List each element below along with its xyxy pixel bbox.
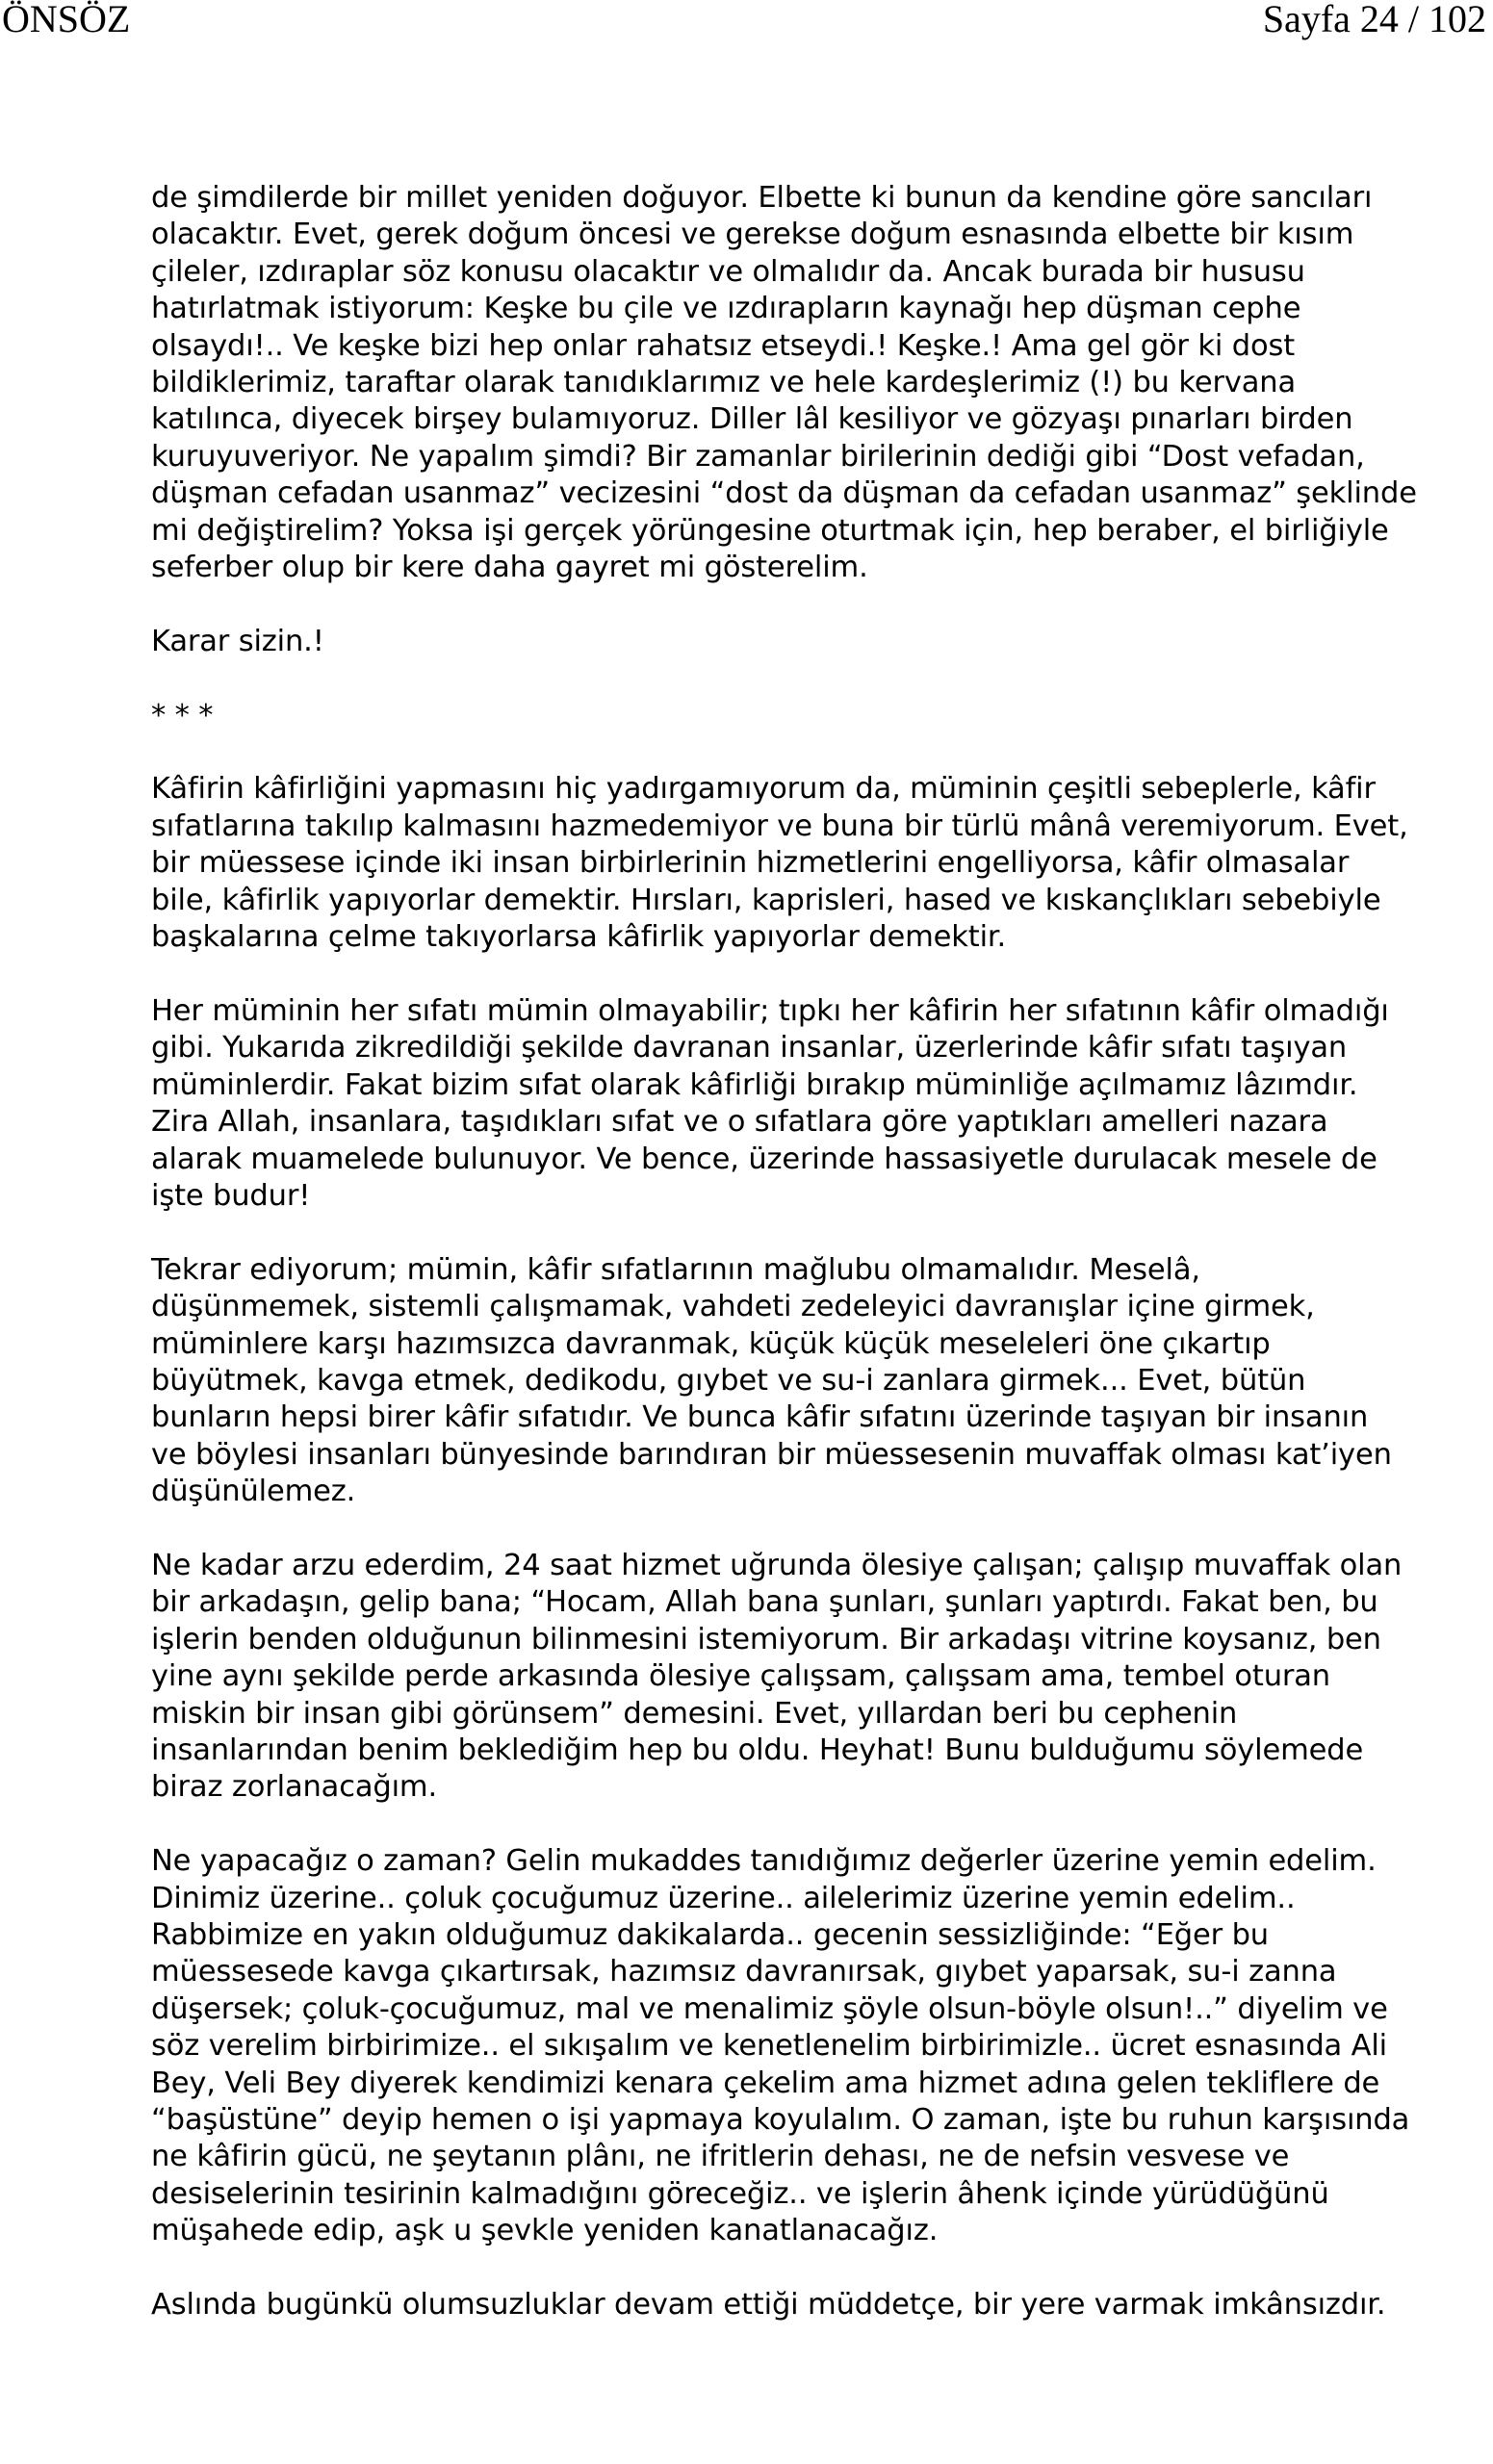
text-line: başkalarına çelme takıyorlarsa kâfirlik yapıyorlar demektir. bbox=[151, 920, 1007, 955]
text-line: bildiklerimiz, taraftar olarak tanıdıklarımız ve hele kardeşlerimiz (!) bu kervana bbox=[151, 366, 1296, 400]
text-line: olsaydı!.. Ve keşke bizi hep onlar rahatsız etseydi.! Keşke.! Ama gel gör ki dost bbox=[151, 328, 1295, 363]
text-line: müşahede edip, aşk u şevkle yeniden kanatlanacağız. bbox=[151, 2214, 939, 2248]
text-line: seferber olup bir kere daha gayret mi gösterelim. bbox=[151, 551, 868, 585]
paragraph bbox=[151, 993, 1460, 1215]
text-line: düşünmemek, sistemli çalışmamak, vahdeti zedeleyici davranışlar içine girmek, bbox=[151, 1290, 1315, 1324]
section-title: ÖNSÖZ bbox=[2, 0, 131, 40]
text-line: bir müessese içinde iki insan birbirlerinin hizmetlerini engelliyorsa, kâfir olmasalar bbox=[151, 846, 1350, 881]
text-line: biraz zorlanacağım. bbox=[151, 1770, 438, 1805]
text-line: * * * bbox=[151, 698, 214, 732]
text-line: Bey, Veli Bey diyerek kendimizi kenara çekelim ama hizmet adına gelen tekliflere de bbox=[151, 2066, 1380, 2100]
text-line: müminlere karşı hazımsızca davranmak, küçük küçük meseleleri öne çıkartıp bbox=[151, 1326, 1271, 1361]
paragraph bbox=[151, 180, 1460, 586]
text-line: bir arkadaşın, gelip bana; “Hocam, Allah bana şunları, şunları yaptırdı. Fakat ben, bu bbox=[151, 1585, 1378, 1620]
text-line: Tekrar ediyorum; mümin, kâfir sıfatlarının mağlubu olmamalıdır. Meselâ, bbox=[151, 1252, 1200, 1287]
text-line: Ne yapacağız o zaman? Gelin mukaddes tanıdığımız değerler üzerine yemin edelim. bbox=[151, 1844, 1377, 1879]
text-line: Aslında bugünkü olumsuzluklar devam ettiği müddetçe, bir yere varmak imkânsızdır. bbox=[151, 2288, 1386, 2323]
text-line: miskin bir insan gibi görünsem” demesini. Evet, yıllardan beri bu cephenin bbox=[151, 1696, 1238, 1731]
paragraph bbox=[151, 1548, 1460, 1807]
text-line: sıfatlarına takılıp kalmasını hazmedemiyor ve buna bir türlü mânâ veremiyorum. Evet, bbox=[151, 808, 1408, 843]
text-line: “başüstüne” deyip hemen o işi yapmaya koyulalım. O zaman, işte bu ruhun karşısında bbox=[151, 2103, 1410, 2138]
text-line: insanlarından benim beklediğim hep bu oldu. Heyhat! Bunu bulduğumu söylemede bbox=[151, 1732, 1364, 1767]
paragraph bbox=[151, 1252, 1460, 1511]
paragraph bbox=[151, 1843, 1460, 2249]
text-line: gibi. Yukarıda zikredildiği şekilde davranan insanlar, üzerlerinde kâfir sıfatı taşıyan bbox=[151, 1031, 1348, 1065]
text-line: desiselerinin tesirinin kalmadığını göreceğiz.. ve işlerin âhenk içinde yürüdüğünü bbox=[151, 2176, 1329, 2211]
text-line: işlerin benden olduğunun bilinmesini istemiyorum. Bir arkadaşı vitrine koysanız, ben bbox=[151, 1622, 1381, 1656]
text-line: Kâfirin kâfirliğini yapmasını hiç yadırgamıyorum da, müminin çeşitli sebeplerle, kâfir bbox=[151, 772, 1376, 807]
text-line: müessesede kavga çıkartırsak, hazımsız davranırsak, gıybet yaparsak, su-i zanna bbox=[151, 1955, 1337, 1989]
text-line: kuruyuveriyor. Ne yapalım şimdi? Bir zamanlar birilerinin dediği gibi “Dost vefadan, bbox=[151, 439, 1365, 474]
text-line: Karar sizin.! bbox=[151, 624, 324, 658]
text-line: hatırlatmak istiyorum: Keşke bu çile ve ızdırapların kaynağı hep düşman cephe bbox=[151, 292, 1301, 326]
text-line: çileler, ızdıraplar söz konusu olacaktır ve olmalıdır da. Ancak burada bir hususu bbox=[151, 254, 1305, 289]
text-line: de şimdilerde bir millet yeniden doğuyor. Elbette ki bunun da kendine göre sancıları bbox=[151, 181, 1373, 215]
text-line: bunların hepsi birer kâfir sıfatıdır. Ve bunca kâfir sıfatını üzerinde taşıyan bir insanın bbox=[151, 1400, 1369, 1435]
text-line: yine aynı şekilde perde arkasında ölesiye çalışsam, çalışsam ama, tembel oturan bbox=[151, 1659, 1330, 1694]
paragraph bbox=[151, 771, 1460, 956]
text-line: olacaktır. Evet, gerek doğum öncesi ve gerekse doğum esnasında elbette bir kısım bbox=[151, 218, 1354, 252]
text-line: Zira Allah, insanlara, taşıdıkları sıfat ve o sıfatlara göre yaptıkları amelleri nazara bbox=[151, 1105, 1328, 1140]
text-line: düşman cefadan usanmaz” vecizesini “dost da düşman da cefadan usanmaz” şeklinde bbox=[151, 476, 1417, 511]
text-line: düşersek; çoluk-çocuğumuz, mal ve menalimiz şöyle olsun-böyle olsun!..” diyelim ve bbox=[151, 1991, 1388, 2026]
text-line: bile, kâfirlik yapıyorlar demektir. Hırsları, kaprisleri, hased ve kıskançlıkları sebebiyle bbox=[151, 883, 1381, 917]
text-line: söz verelim birbirimize.. el sıkışalım ve kenetlenelim birbirimizle.. ücret esnasında Ali bbox=[151, 2029, 1387, 2064]
text-line: katılınca, diyecek birşey bulamıyoruz. Diller lâl kesiliyor ve gözyaşı pınarları birden bbox=[151, 402, 1353, 437]
text-line: ve böylesi insanları bünyesinde barındıran bir müessesenin muvaffak olması kat’iyen bbox=[151, 1437, 1392, 1472]
paragraph bbox=[151, 2287, 1460, 2323]
text-line: ne kâfirin gücü, ne şeytanın plânı, ne ifritlerin dehası, ne de nefsin vesvese ve bbox=[151, 2140, 1290, 2174]
text-line: işte budur! bbox=[151, 1178, 311, 1213]
paragraph bbox=[151, 698, 1460, 734]
document-body bbox=[151, 180, 1460, 2361]
page-header bbox=[0, 0, 1493, 58]
text-line: alarak muamelede bulunuyor. Ve bence, üzerinde hassasiyetle durulacak mesele de bbox=[151, 1142, 1377, 1176]
text-line: Dinimiz üzerine.. çoluk çocuğumuz üzerine.. ailelerimiz üzerine yemin edelim.. bbox=[151, 1881, 1296, 1915]
text-line: müminlerdir. Fakat bizim sıfat olarak kâfirliği bırakıp müminliğe açılmamız lâzımdır. bbox=[151, 1067, 1358, 1102]
paragraph bbox=[151, 624, 1460, 660]
text-line: Her müminin her sıfatı mümin olmayabilir; tıpkı her kâfirin her sıfatının kâfir olmadığı bbox=[151, 993, 1389, 1028]
text-line: büyütmek, kavga etmek, dedikodu, gıybet ve su-i zanlara girmek... Evet, bütün bbox=[151, 1363, 1306, 1398]
text-line: mi değiştirelim? Yoksa işi gerçek yörüngesine oturtmak için, hep beraber, el birliğiyle bbox=[151, 513, 1389, 548]
page-number: Sayfa 24 / 102 bbox=[1262, 0, 1486, 40]
text-line: Ne kadar arzu ederdim, 24 saat hizmet uğrunda ölesiye çalışan; çalışıp muvaffak olan bbox=[151, 1548, 1403, 1582]
text-line: Rabbimize en yakın olduğumuz dakikalarda.. gecenin sessizliğinde: “Eğer bu bbox=[151, 1917, 1269, 1952]
text-line: düşünülemez. bbox=[151, 1475, 356, 1509]
